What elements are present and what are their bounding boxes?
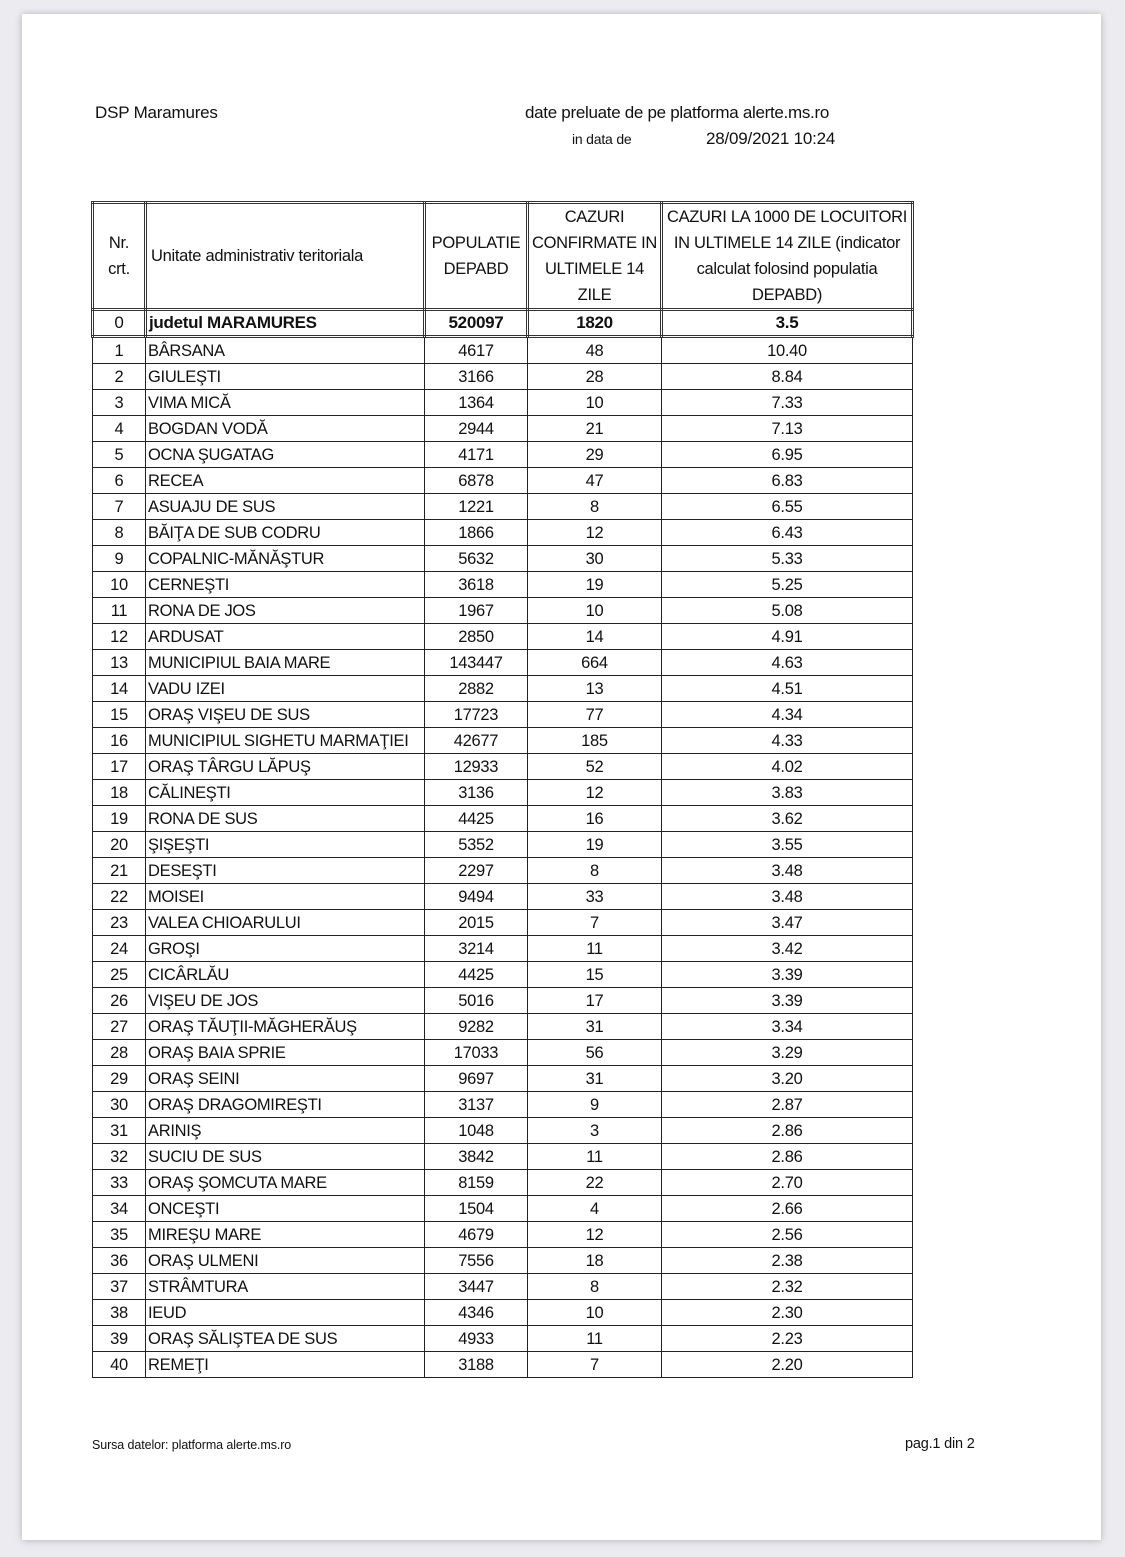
cell-cases: 13 bbox=[528, 676, 662, 702]
cell-rate: 4.63 bbox=[662, 650, 913, 676]
table-row bbox=[93, 442, 913, 468]
cell-cases: 15 bbox=[528, 962, 662, 988]
cell-population: 17033 bbox=[425, 1040, 528, 1066]
table-row bbox=[93, 1248, 913, 1274]
cell-population: 1967 bbox=[425, 598, 528, 624]
table-row bbox=[93, 936, 913, 962]
cell-nr: 35 bbox=[93, 1222, 146, 1248]
cell-nr: 27 bbox=[93, 1014, 146, 1040]
cell-population: 4425 bbox=[425, 962, 528, 988]
cell-nr: 4 bbox=[93, 416, 146, 442]
cell-rate: 2.87 bbox=[662, 1092, 913, 1118]
cell-rate: 2.70 bbox=[662, 1170, 913, 1196]
cell-nr: 7 bbox=[93, 494, 146, 520]
cell-cases: 8 bbox=[528, 858, 662, 884]
cell-population: 9697 bbox=[425, 1066, 528, 1092]
cell-unit: BÂRSANA bbox=[146, 337, 425, 364]
table-row bbox=[93, 598, 913, 624]
cell-unit: CĂLINEŞTI bbox=[146, 780, 425, 806]
cell-population: 3136 bbox=[425, 780, 528, 806]
cell-cases: 47 bbox=[528, 468, 662, 494]
table-row bbox=[93, 1300, 913, 1326]
cell-nr: 36 bbox=[93, 1248, 146, 1274]
cell-population: 1048 bbox=[425, 1118, 528, 1144]
cell-nr: 18 bbox=[93, 780, 146, 806]
cell-unit: VIŞEU DE JOS bbox=[146, 988, 425, 1014]
cell-cases: 52 bbox=[528, 754, 662, 780]
cell-nr: 13 bbox=[93, 650, 146, 676]
cell-nr: 15 bbox=[93, 702, 146, 728]
cell-population: 4679 bbox=[425, 1222, 528, 1248]
organization-name: DSP Maramures bbox=[95, 103, 218, 122]
cell-cases: 18 bbox=[528, 1248, 662, 1274]
cell-rate: 3.48 bbox=[662, 884, 913, 910]
cell-cases: 8 bbox=[528, 1274, 662, 1300]
cell-unit: GROŞI bbox=[146, 936, 425, 962]
cell-cases: 12 bbox=[528, 1222, 662, 1248]
table-row bbox=[93, 728, 913, 754]
cell-population: 8159 bbox=[425, 1170, 528, 1196]
cell-cases: 10 bbox=[528, 598, 662, 624]
cell-rate: 2.86 bbox=[662, 1144, 913, 1170]
cell-population: 2882 bbox=[425, 676, 528, 702]
cell-cases: 16 bbox=[528, 806, 662, 832]
cell-nr: 40 bbox=[93, 1352, 146, 1378]
cell-unit: RECEA bbox=[146, 468, 425, 494]
cell-unit: IEUD bbox=[146, 1300, 425, 1326]
cell-cases: 8 bbox=[528, 494, 662, 520]
cell-unit: DESEŞTI bbox=[146, 858, 425, 884]
cell-population: 3137 bbox=[425, 1092, 528, 1118]
cell-unit: ORAŞ ULMENI bbox=[146, 1248, 425, 1274]
table-row bbox=[93, 1274, 913, 1300]
cell-nr: 16 bbox=[93, 728, 146, 754]
cell-rate: 6.83 bbox=[662, 468, 913, 494]
table-row bbox=[93, 962, 913, 988]
cell-rate: 5.08 bbox=[662, 598, 913, 624]
cell-unit: ORAŞ TĂUŢII-MĂGHERĂUŞ bbox=[146, 1014, 425, 1040]
table-row bbox=[93, 806, 913, 832]
cell-unit: MIREŞU MARE bbox=[146, 1222, 425, 1248]
cell-unit: COPALNIC-MĂNĂŞTUR bbox=[146, 546, 425, 572]
cell-population: 520097 bbox=[425, 310, 528, 337]
cell-rate: 3.42 bbox=[662, 936, 913, 962]
table-row bbox=[93, 494, 913, 520]
cell-nr: 2 bbox=[93, 364, 146, 390]
cell-nr: 39 bbox=[93, 1326, 146, 1352]
table-row bbox=[93, 572, 913, 598]
cell-cases: 77 bbox=[528, 702, 662, 728]
cell-population: 5016 bbox=[425, 988, 528, 1014]
cell-rate: 6.95 bbox=[662, 442, 913, 468]
cell-rate: 5.33 bbox=[662, 546, 913, 572]
cell-population: 1364 bbox=[425, 390, 528, 416]
cell-nr: 38 bbox=[93, 1300, 146, 1326]
cell-unit: ORAŞ TÂRGU LĂPUŞ bbox=[146, 754, 425, 780]
cell-nr: 3 bbox=[93, 390, 146, 416]
cell-rate: 2.32 bbox=[662, 1274, 913, 1300]
cell-population: 2297 bbox=[425, 858, 528, 884]
table-row bbox=[93, 546, 913, 572]
cell-population: 9282 bbox=[425, 1014, 528, 1040]
cell-population: 17723 bbox=[425, 702, 528, 728]
column-header-nr: Nr. crt. bbox=[93, 203, 146, 310]
cell-nr: 0 bbox=[93, 310, 146, 337]
cell-cases: 185 bbox=[528, 728, 662, 754]
cell-unit: RONA DE SUS bbox=[146, 806, 425, 832]
column-header-unit: Unitate administrativ teritoriala bbox=[146, 203, 425, 310]
cell-population: 42677 bbox=[425, 728, 528, 754]
cell-cases: 31 bbox=[528, 1066, 662, 1092]
cell-nr: 33 bbox=[93, 1170, 146, 1196]
cell-nr: 37 bbox=[93, 1274, 146, 1300]
cell-nr: 6 bbox=[93, 468, 146, 494]
table-row bbox=[93, 1144, 913, 1170]
cell-cases: 19 bbox=[528, 832, 662, 858]
table-row bbox=[93, 1118, 913, 1144]
table-header-row bbox=[93, 203, 913, 310]
cell-nr: 22 bbox=[93, 884, 146, 910]
table-row bbox=[93, 520, 913, 546]
cell-population: 4346 bbox=[425, 1300, 528, 1326]
date-label: in data de bbox=[572, 131, 632, 147]
cell-population: 12933 bbox=[425, 754, 528, 780]
cell-rate: 3.5 bbox=[662, 310, 913, 337]
cell-population: 4425 bbox=[425, 806, 528, 832]
cell-unit: ŞIŞEŞTI bbox=[146, 832, 425, 858]
table-row bbox=[93, 884, 913, 910]
cell-unit: ARINIŞ bbox=[146, 1118, 425, 1144]
cell-unit: CERNEŞTI bbox=[146, 572, 425, 598]
cell-nr: 26 bbox=[93, 988, 146, 1014]
table-row bbox=[93, 1170, 913, 1196]
cell-nr: 14 bbox=[93, 676, 146, 702]
cell-rate: 3.39 bbox=[662, 962, 913, 988]
cell-rate: 2.30 bbox=[662, 1300, 913, 1326]
cell-rate: 3.34 bbox=[662, 1014, 913, 1040]
cell-nr: 30 bbox=[93, 1092, 146, 1118]
column-header-rate: CAZURI LA 1000 DE LOCUITORI IN ULTIMELE 14 ZILE (indicator calculat folosind populatia DEPABD) bbox=[662, 203, 913, 310]
cell-unit: ORAŞ ŞOMCUTA MARE bbox=[146, 1170, 425, 1196]
cell-cases: 11 bbox=[528, 936, 662, 962]
cell-nr: 19 bbox=[93, 806, 146, 832]
cell-population: 6878 bbox=[425, 468, 528, 494]
cell-nr: 21 bbox=[93, 858, 146, 884]
cell-population: 7556 bbox=[425, 1248, 528, 1274]
cell-unit: BOGDAN VODĂ bbox=[146, 416, 425, 442]
cell-unit: ORAŞ SĂLIŞTEA DE SUS bbox=[146, 1326, 425, 1352]
cell-rate: 7.13 bbox=[662, 416, 913, 442]
cell-rate: 4.34 bbox=[662, 702, 913, 728]
cell-cases: 3 bbox=[528, 1118, 662, 1144]
cell-rate: 2.23 bbox=[662, 1326, 913, 1352]
report-datetime: 28/09/2021 10:24 bbox=[706, 129, 836, 148]
cell-population: 1504 bbox=[425, 1196, 528, 1222]
cell-rate: 2.20 bbox=[662, 1352, 913, 1378]
cell-cases: 17 bbox=[528, 988, 662, 1014]
cell-cases: 1820 bbox=[528, 310, 662, 337]
table-row bbox=[93, 676, 913, 702]
table-row bbox=[93, 1196, 913, 1222]
cell-population: 1221 bbox=[425, 494, 528, 520]
cell-nr: 12 bbox=[93, 624, 146, 650]
cell-unit: ONCEŞTI bbox=[146, 1196, 425, 1222]
cell-cases: 21 bbox=[528, 416, 662, 442]
cell-rate: 8.84 bbox=[662, 364, 913, 390]
cell-rate: 3.47 bbox=[662, 910, 913, 936]
cell-unit: ORAŞ DRAGOMIREŞTI bbox=[146, 1092, 425, 1118]
data-source-note: date preluate de pe platforma alerte.ms.ro bbox=[525, 103, 829, 122]
cell-population: 3618 bbox=[425, 572, 528, 598]
county-total-row bbox=[93, 310, 913, 337]
column-header-cases: CAZURI CONFIRMATE IN ULTIMELE 14 ZILE bbox=[528, 203, 662, 310]
cell-rate: 3.39 bbox=[662, 988, 913, 1014]
cell-population: 5632 bbox=[425, 546, 528, 572]
cell-nr: 28 bbox=[93, 1040, 146, 1066]
cell-nr: 9 bbox=[93, 546, 146, 572]
cell-population: 3842 bbox=[425, 1144, 528, 1170]
cell-cases: 7 bbox=[528, 1352, 662, 1378]
cell-nr: 1 bbox=[93, 337, 146, 364]
cell-cases: 33 bbox=[528, 884, 662, 910]
cell-nr: 23 bbox=[93, 910, 146, 936]
cell-cases: 664 bbox=[528, 650, 662, 676]
cell-unit: ARDUSAT bbox=[146, 624, 425, 650]
table-row bbox=[93, 1352, 913, 1378]
cell-nr: 25 bbox=[93, 962, 146, 988]
cell-rate: 2.56 bbox=[662, 1222, 913, 1248]
cell-population: 143447 bbox=[425, 650, 528, 676]
cell-cases: 30 bbox=[528, 546, 662, 572]
table-row bbox=[93, 988, 913, 1014]
cell-cases: 56 bbox=[528, 1040, 662, 1066]
table-row bbox=[93, 910, 913, 936]
cell-rate: 7.33 bbox=[662, 390, 913, 416]
cases-table bbox=[91, 201, 914, 1378]
cell-unit: OCNA ŞUGATAG bbox=[146, 442, 425, 468]
cell-population: 5352 bbox=[425, 832, 528, 858]
table-row bbox=[93, 650, 913, 676]
cell-cases: 12 bbox=[528, 520, 662, 546]
cell-unit: CICÂRLĂU bbox=[146, 962, 425, 988]
cell-cases: 7 bbox=[528, 910, 662, 936]
cell-population: 4617 bbox=[425, 337, 528, 364]
cell-cases: 9 bbox=[528, 1092, 662, 1118]
cell-unit: STRÂMTURA bbox=[146, 1274, 425, 1300]
cell-rate: 2.66 bbox=[662, 1196, 913, 1222]
cell-unit: ORAŞ BAIA SPRIE bbox=[146, 1040, 425, 1066]
table-row bbox=[93, 416, 913, 442]
table-row bbox=[93, 1040, 913, 1066]
cell-unit: MUNICIPIUL SIGHETU MARMAŢIEI bbox=[146, 728, 425, 754]
cell-unit: ASUAJU DE SUS bbox=[146, 494, 425, 520]
cell-population: 2015 bbox=[425, 910, 528, 936]
cell-nr: 24 bbox=[93, 936, 146, 962]
cell-population: 3447 bbox=[425, 1274, 528, 1300]
cell-rate: 6.55 bbox=[662, 494, 913, 520]
table-row bbox=[93, 780, 913, 806]
table-row bbox=[93, 1014, 913, 1040]
cell-unit: ORAŞ SEINI bbox=[146, 1066, 425, 1092]
cell-nr: 5 bbox=[93, 442, 146, 468]
cell-unit: MUNICIPIUL BAIA MARE bbox=[146, 650, 425, 676]
page-number: pag.1 din 2 bbox=[905, 1436, 975, 1452]
cell-nr: 34 bbox=[93, 1196, 146, 1222]
cell-nr: 32 bbox=[93, 1144, 146, 1170]
cell-rate: 3.55 bbox=[662, 832, 913, 858]
table-row bbox=[93, 364, 913, 390]
cell-population: 1866 bbox=[425, 520, 528, 546]
cell-rate: 3.48 bbox=[662, 858, 913, 884]
table-row bbox=[93, 337, 913, 364]
cell-cases: 10 bbox=[528, 390, 662, 416]
cell-rate: 6.43 bbox=[662, 520, 913, 546]
cell-population: 2850 bbox=[425, 624, 528, 650]
cell-rate: 4.02 bbox=[662, 754, 913, 780]
cell-unit: MOISEI bbox=[146, 884, 425, 910]
table-row bbox=[93, 702, 913, 728]
cell-rate: 3.83 bbox=[662, 780, 913, 806]
cell-cases: 28 bbox=[528, 364, 662, 390]
cell-rate: 4.51 bbox=[662, 676, 913, 702]
cell-unit: VALEA CHIOARULUI bbox=[146, 910, 425, 936]
cell-nr: 10 bbox=[93, 572, 146, 598]
cell-cases: 11 bbox=[528, 1144, 662, 1170]
cell-cases: 11 bbox=[528, 1326, 662, 1352]
cell-population: 4171 bbox=[425, 442, 528, 468]
cell-unit: judetul MARAMURES bbox=[146, 310, 425, 337]
cell-population: 3188 bbox=[425, 1352, 528, 1378]
cell-population: 4933 bbox=[425, 1326, 528, 1352]
cell-population: 3166 bbox=[425, 364, 528, 390]
footer-source: Sursa datelor: platforma alerte.ms.ro bbox=[92, 1438, 292, 1452]
cell-cases: 4 bbox=[528, 1196, 662, 1222]
cell-rate: 4.91 bbox=[662, 624, 913, 650]
table-row bbox=[93, 858, 913, 884]
cell-nr: 11 bbox=[93, 598, 146, 624]
cell-cases: 31 bbox=[528, 1014, 662, 1040]
cell-cases: 14 bbox=[528, 624, 662, 650]
cell-cases: 19 bbox=[528, 572, 662, 598]
cell-population: 3214 bbox=[425, 936, 528, 962]
cell-unit: ORAŞ VIŞEU DE SUS bbox=[146, 702, 425, 728]
cell-nr: 20 bbox=[93, 832, 146, 858]
cell-nr: 29 bbox=[93, 1066, 146, 1092]
table-row bbox=[93, 468, 913, 494]
table-row bbox=[93, 390, 913, 416]
cell-unit: BĂIŢA DE SUB CODRU bbox=[146, 520, 425, 546]
cell-population: 2944 bbox=[425, 416, 528, 442]
cell-population: 9494 bbox=[425, 884, 528, 910]
cell-unit: RONA DE JOS bbox=[146, 598, 425, 624]
column-header-population: POPULATIE DEPABD bbox=[425, 203, 528, 310]
cell-rate: 5.25 bbox=[662, 572, 913, 598]
table-row bbox=[93, 1222, 913, 1248]
cell-unit: VIMA MICĂ bbox=[146, 390, 425, 416]
cell-unit: SUCIU DE SUS bbox=[146, 1144, 425, 1170]
cell-rate: 3.29 bbox=[662, 1040, 913, 1066]
cell-rate: 3.20 bbox=[662, 1066, 913, 1092]
cell-unit: VADU IZEI bbox=[146, 676, 425, 702]
cell-rate: 2.86 bbox=[662, 1118, 913, 1144]
cell-rate: 10.40 bbox=[662, 337, 913, 364]
table-row bbox=[93, 1066, 913, 1092]
cell-nr: 17 bbox=[93, 754, 146, 780]
cell-cases: 10 bbox=[528, 1300, 662, 1326]
cell-cases: 22 bbox=[528, 1170, 662, 1196]
table-row bbox=[93, 624, 913, 650]
cell-unit: REMEŢI bbox=[146, 1352, 425, 1378]
table-row bbox=[93, 754, 913, 780]
cell-unit: GIULEŞTI bbox=[146, 364, 425, 390]
cell-nr: 8 bbox=[93, 520, 146, 546]
cell-cases: 29 bbox=[528, 442, 662, 468]
cell-rate: 2.38 bbox=[662, 1248, 913, 1274]
table-row bbox=[93, 1092, 913, 1118]
table-row bbox=[93, 1326, 913, 1352]
cell-cases: 48 bbox=[528, 337, 662, 364]
cell-rate: 4.33 bbox=[662, 728, 913, 754]
table-row bbox=[93, 832, 913, 858]
cell-cases: 12 bbox=[528, 780, 662, 806]
cell-nr: 31 bbox=[93, 1118, 146, 1144]
cell-rate: 3.62 bbox=[662, 806, 913, 832]
